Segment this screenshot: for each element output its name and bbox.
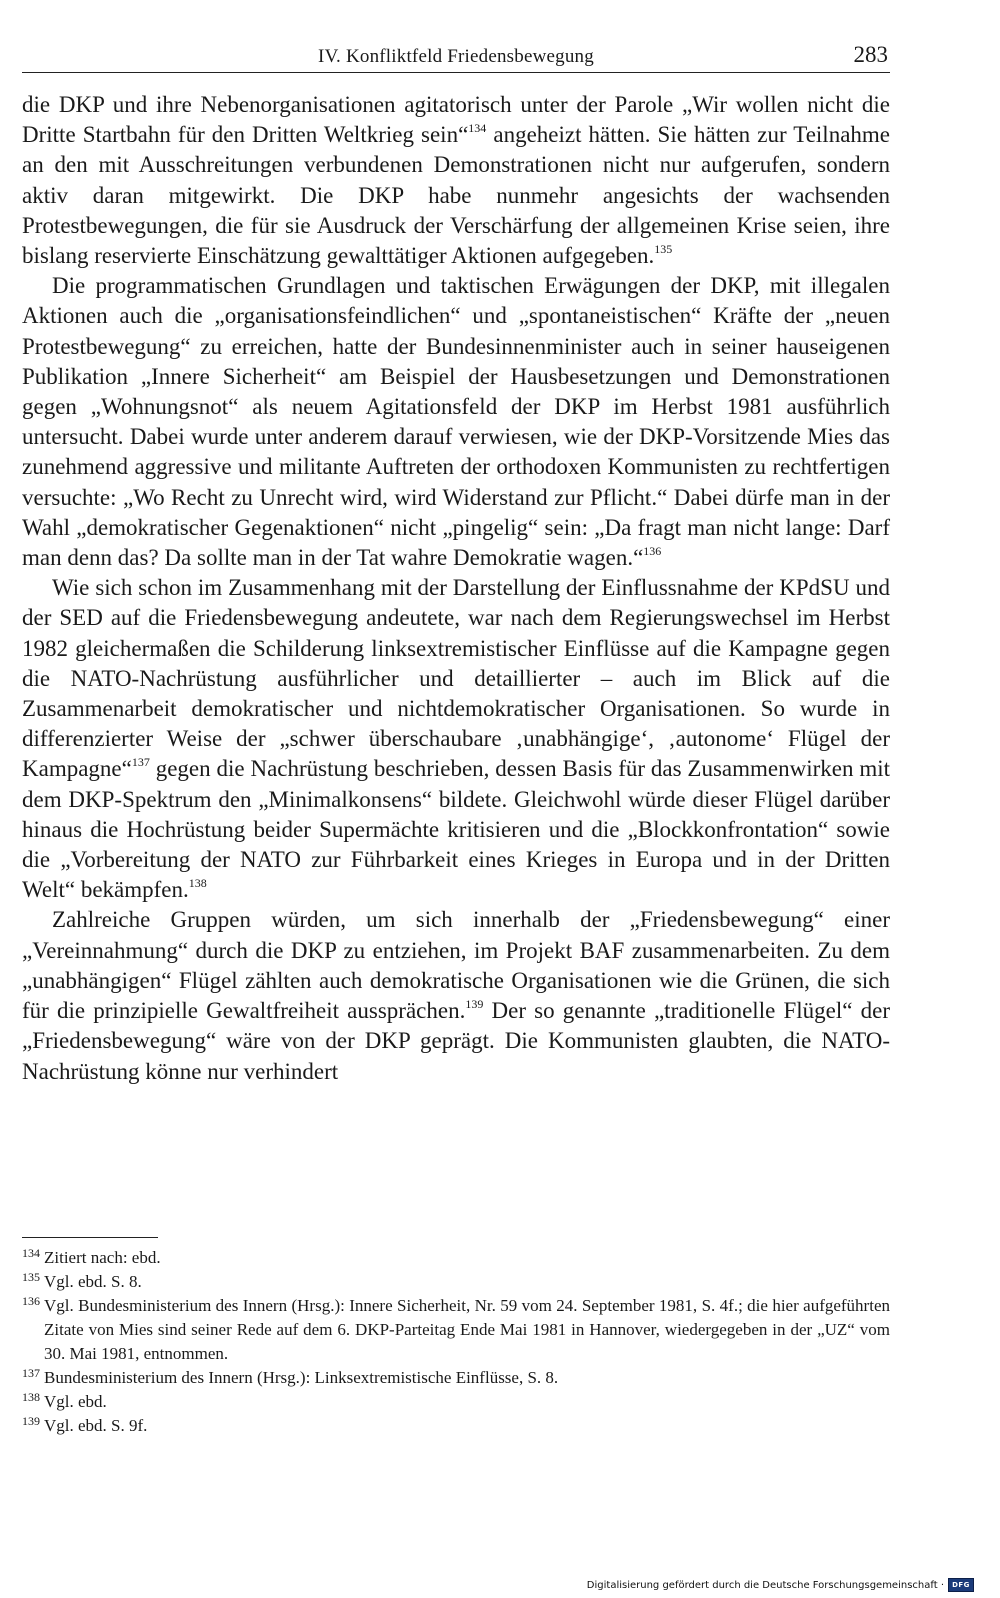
footnote-text: Vgl. ebd. S. 8. [44, 1272, 142, 1291]
footnote-ref[interactable]: 139 [465, 997, 484, 1012]
paragraph-4: Zahlreiche Gruppen würden, um sich innerhalb der „Friedensbewegung“ einer „Vereinnahmung“ durch die DKP zu entziehen, im Projekt BAF zusammenarbeiten. Zu dem „unabhängigen“ Flügel zählten auch demokratische Organisationen wie die Grünen, die sich für die prinzipielle Gewaltfreiheit aussprächen.$^{139}$ Der so genannte „traditionelle Flügel“ der „Friedensbewegung“ wäre von der DKP geprägt. Die Kommunisten glaubten, die NATO-Nachrüstung könne nur verhindert [22, 907, 891, 1084]
footnotes [22, 1246, 890, 1438]
footnote [22, 1246, 890, 1270]
footnote-ref[interactable]: 135 [654, 242, 673, 257]
paragraph-3: Wie sich schon im Zusammenhang mit der Darstellung der Einflussnahme der KPdSU und der SED auf die Friedensbewegung andeutete, war nach dem Regierungswechsel im Herbst 1982 gleichermaßen die Schilderung linksextremistischer Einflüsse auf die Kampagne gegen die NATO-Nachrüstung ausführlicher und detaillierter – auch im Blick auf die Zusammenarbeit demokratischer und nichtdemokratischer Organisationen. So wurde in differenzierter Weise der „schwer überschaubare ‚unabhängige‘, ‚autonome‘ Flügel der Kampagne“$^{137}$ gegen die Nachrüstung beschrieben, dessen Basis für das Zusammenwirken mit dem DKP-Spektrum den „Minimalkonsens“ bildete. Gleichwohl würde dieser Flügel darüber hinaus die Hochrüstung beider Supermächte kritisieren und die „Blockkonfrontation“ sowie die „Vorbereitung der NATO zur Führbarkeit eines Krieges in Europa und in der Dritten Welt“ bekämpfen.$^{138}$ [22, 575, 890, 903]
credit-text: Digitalisierung gefördert durch die Deutsche Forschungsgemeinschaft · [586, 1579, 944, 1591]
footnote-text: Zitiert nach: ebd. [44, 1248, 161, 1267]
footnote-text: Vgl. ebd. S. 9f. [44, 1416, 148, 1435]
page-number: 283 [853, 42, 888, 67]
footnote-number: 134 [22, 1246, 40, 1260]
footnote [22, 1390, 890, 1414]
footnote-number: 135 [22, 1270, 40, 1284]
dfg-logo-icon: DFG [948, 1578, 974, 1592]
footnote-ref[interactable]: 134 [468, 121, 487, 136]
running-title: IV. Konfliktfeld Friedensbewegung [318, 46, 594, 67]
footnote [22, 1366, 890, 1390]
footnote-ref[interactable]: 137 [131, 755, 150, 770]
footnote-number: 138 [22, 1390, 40, 1404]
footnote-ref[interactable]: 138 [188, 876, 207, 891]
footnote-ref[interactable]: 136 [643, 544, 662, 559]
footnote-number: 136 [22, 1294, 40, 1308]
paragraph-2: Die programmatischen Grundlagen und taktischen Erwägungen der DKP, mit illegalen Aktionen auch die „organisationsfeindlichen“ und „spontaneistischen“ Kräfte der „neuen Protestbewegung“ zu erreichen, hatte der Bundesinnenminister auch in seiner hauseigenen Publikation „Innere Sicherheit“ am Beispiel der Hausbesetzungen und Demonstrationen gegen „Wohnungsnot“ als neuem Agitationsfeld der DKP im Herbst 1981 ausführlich untersucht. Dabei wurde unter anderem darauf verwiesen, wie der DKP-Vorsitzende Mies das zunehmend aggressive und militante Auftreten der orthodoxen Kommunisten zu rechtfertigen versuchte: „Wo Recht zu Unrecht wird, wird Widerstand zur Pflicht.“ Dabei dürfe man in der Wahl „demokratischer Gegenaktionen“ nicht „pingelig“ sein: „Da fragt man nicht lange: Darf man denn das? Da sollte man in der Tat wahre Demokratie wagen.“$^{136}$ [22, 273, 890, 571]
footnote [22, 1294, 890, 1366]
footnote [22, 1414, 890, 1438]
footnote-text: Bundesministerium des Innern (Hrsg.): Linksextremistische Einflüsse, S. 8. [44, 1368, 559, 1387]
footnote-divider [22, 1237, 158, 1238]
page-header [22, 42, 890, 73]
footnote-number: 137 [22, 1366, 40, 1380]
body-text [22, 90, 890, 1087]
footnote-number: 139 [22, 1414, 40, 1428]
footnote [22, 1270, 890, 1294]
footnote-text: Vgl. ebd. [44, 1392, 107, 1411]
paragraph-1: die DKP und ihre Nebenorganisationen agitatorisch unter der Parole „Wir wollen nicht die Dritte Startbahn für den Dritten Weltkrieg sein“$^{134}$ angeheizt hätten. Sie hätten zur Teilnahme an den mit Ausschreitungen verbundenen Demonstrationen nicht nur aufgerufen, sondern aktiv daran mitgewirkt. Die DKP habe nunmehr angesichts der wachsenden Protestbewegungen, die für sie Ausdruck der Verschärfung der allgemeinen Krise seien, ihre bislang reservierte Einschätzung gewalttätiger Aktionen aufgegeben.$^{135}$ [22, 92, 890, 269]
digitization-credit [587, 1578, 974, 1592]
footnote-text: Vgl. Bundesministerium des Innern (Hrsg.): Innere Sicherheit, Nr. 59 vom 24. September 1981, S. 4f.; die hier aufgeführten Zitate von Mies sind seiner Rede auf dem 6. DKP-Parteitag Ende Mai 1981 in Hannover, wiedergegeben in der „UZ“ vom 30. Mai 1981, entnommen. [44, 1296, 890, 1363]
